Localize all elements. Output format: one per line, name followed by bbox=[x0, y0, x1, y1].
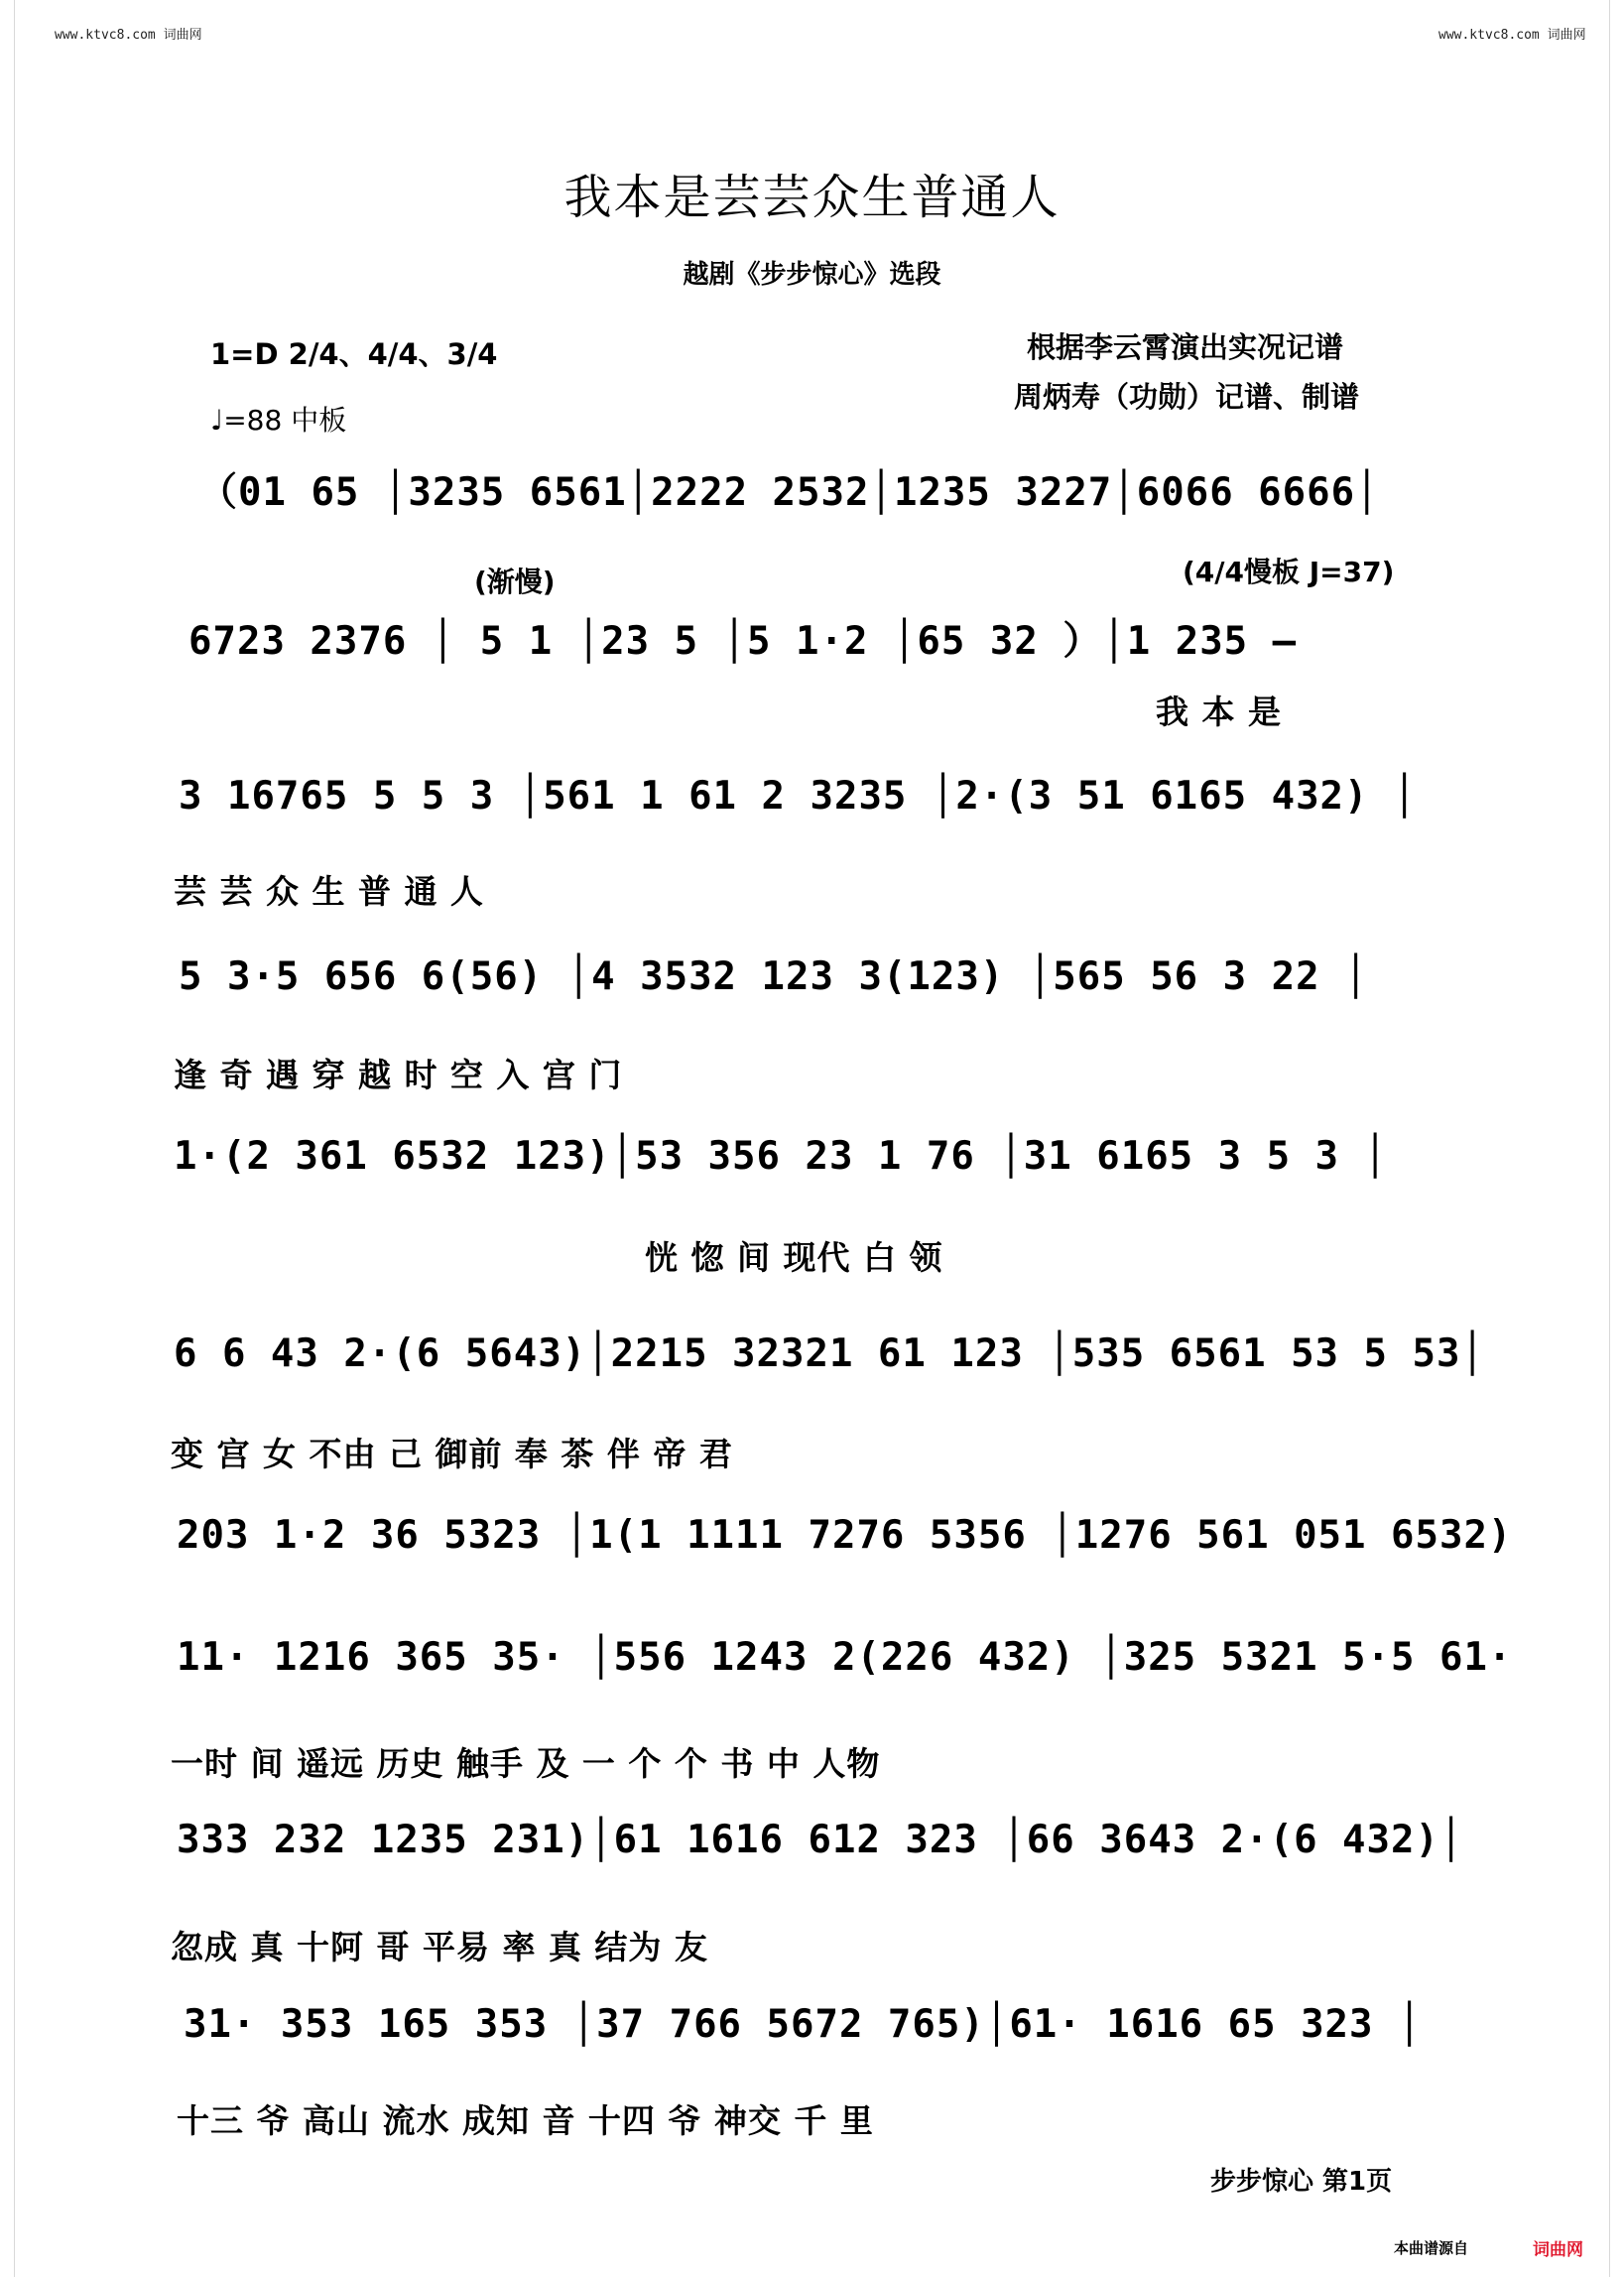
lyrics-line-3: 芸 芸 众 生 普 通 人 bbox=[174, 872, 484, 911]
score-title: 我本是芸芸众生普通人 bbox=[563, 170, 1061, 225]
page-label: 步步惊心 第1页 bbox=[1210, 2167, 1393, 2197]
tempo-marking: ♩=88 中板 bbox=[210, 404, 347, 437]
lyrics-line-10: 十三 爷 高山 流水 成知 音 十四 爷 神交 千 里 bbox=[177, 2101, 874, 2140]
notation-line-2: 6723 2376 │ 5 1 │23 5 │5 1·2 │65 32 ）│1 235 – bbox=[188, 619, 1298, 664]
notation-line-5: 1·(2 361 6532 123)│53 356 23 1 76 │31 6165 3 5 3 │ bbox=[174, 1134, 1388, 1179]
lyrics-line-5: 恍 惚 间 现代 白 领 bbox=[645, 1238, 943, 1277]
notation-line-9: 333 232 1235 231)│61 1616 612 323 │66 3643 2·(6 432)│ bbox=[177, 1818, 1464, 1862]
source-label: 本曲谱源自 bbox=[1394, 2239, 1469, 2257]
notation-line-7: 203 1·2 36 5323 │1(1 1111 7276 5356 │1276 561 051 6532) bbox=[177, 1513, 1513, 1558]
notation-line-6: 6 6 43 2·(6 5643)│2215 32321 61 123 │535 6561 53 5 53│ bbox=[174, 1331, 1485, 1376]
notation-line-10: 31· 353 165 353 │37 766 5672 765)│61· 1616 65 323 │ bbox=[184, 2002, 1423, 2047]
notation-line-8: 11· 1216 365 35· │556 1243 2(226 432) │325 5321 5·5 61· bbox=[177, 1635, 1513, 1680]
lyrics-line-2: 我 本 是 bbox=[1156, 693, 1282, 731]
lyrics-line-4: 逢 奇 遇 穿 越 时 空 入 宫 门 bbox=[174, 1056, 623, 1094]
lyrics-line-8: 一时 间 遥远 历史 触手 及 一 个 个 书 中 人物 bbox=[171, 1744, 881, 1783]
site-url-left[interactable]: www.ktvc8.com 词曲网 bbox=[55, 28, 202, 43]
site-url-right[interactable]: www.ktvc8.com 词曲网 bbox=[1438, 28, 1586, 43]
right-watermark-strip bbox=[1609, 0, 1624, 2277]
lyrics-line-6: 变 宫 女 不由 己 御前 奉 茶 伴 帝 君 bbox=[171, 1435, 733, 1473]
score-subtitle: 越剧《步步惊心》选段 bbox=[683, 260, 941, 290]
notation-line-1: （01 65 │3235 6561│2222 2532│1235 3227│6066 6666│ bbox=[198, 470, 1380, 515]
left-watermark-strip bbox=[0, 0, 15, 2277]
credit-line-2: 周炳寿（功勋）记谱、制谱 bbox=[1014, 380, 1360, 414]
key-and-meter: 1=D 2/4、4/4、3/4 bbox=[210, 337, 498, 371]
tempo-change-annotation: (4/4慢板 J=37) bbox=[1183, 556, 1395, 588]
lyrics-line-9: 忽成 真 十阿 哥 平易 率 真 结为 友 bbox=[171, 1928, 708, 1966]
credit-line-1: 根据李云霄演出实况记谱 bbox=[1027, 330, 1344, 364]
notation-line-4: 5 3·5 656 6(56) │4 3532 123 3(123) │565 56 3 22 │ bbox=[179, 954, 1369, 999]
site-logo[interactable]: 词曲网 bbox=[1533, 2240, 1583, 2260]
notation-line-3: 3 16765 5 5 3 │561 1 61 2 3235 │2·(3 51 6165 432) │ bbox=[179, 774, 1418, 819]
slowing-annotation: (渐慢) bbox=[474, 566, 556, 598]
